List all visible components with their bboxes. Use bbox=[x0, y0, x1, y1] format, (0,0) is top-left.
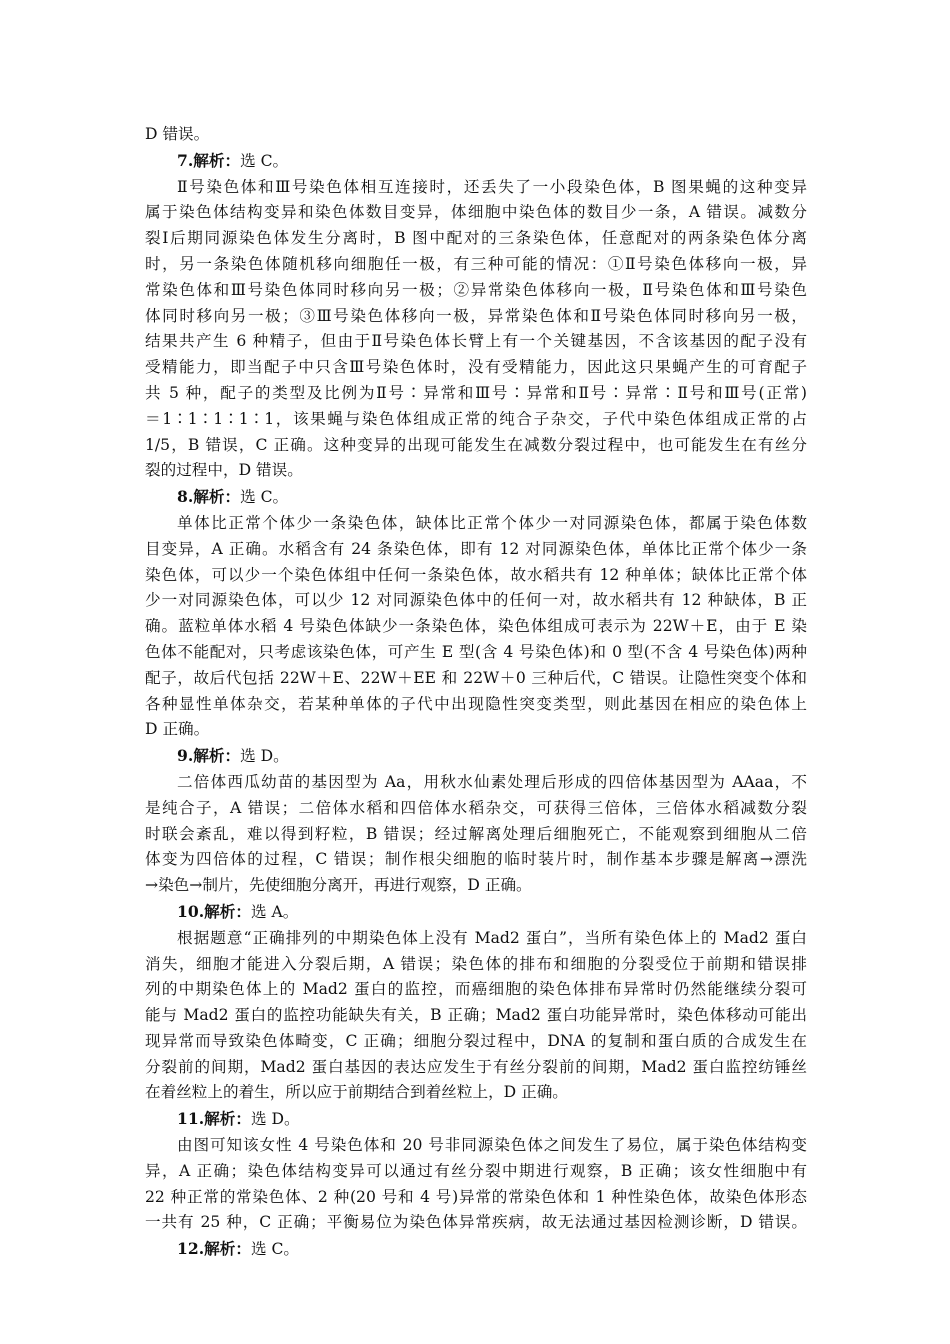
question-number: 8. bbox=[177, 487, 194, 507]
section-heading bbox=[145, 899, 807, 926]
paragraph-line: 结果共产生 6 种精子，但由于Ⅱ号染色体长臂上有一个关键基因，不含该基因的配子没有 bbox=[145, 332, 807, 351]
answer-choice: 选 D。 bbox=[250, 1110, 300, 1129]
paragraph-line: 少一对同源染色体，可以少 12 对同源染色体中的任何一对，故水稻共有 12 种缺体，B 正 bbox=[145, 591, 807, 610]
section-heading bbox=[145, 743, 807, 770]
paragraph-line: D 正确。 bbox=[145, 720, 210, 739]
paragraph-line: →染色→制片，先使细胞分离开，再进行观察，D 正确。 bbox=[145, 876, 532, 895]
paragraph-line: 属于染色体结构变异和染色体数目变异，体细胞中染色体的数目少一条，A 错误。减数分 bbox=[145, 203, 807, 222]
document-page bbox=[145, 122, 807, 1263]
answer-choice: 选 D。 bbox=[240, 747, 289, 766]
paragraph-line: Ⅱ号染色体和Ⅲ号染色体相互连接时，还丢失了一小段染色体，B 图果蝇的这种变异 bbox=[177, 177, 807, 196]
section-12 bbox=[145, 1236, 807, 1263]
paragraph-line: 在着丝粒上的着生，所以应于前期结合到着丝粒上，D 正确。 bbox=[145, 1083, 568, 1102]
paragraph-line: 二倍体西瓜幼苗的基因型为 Aa，用秋水仙素处理后形成的四倍体基因型为 AAaa，不 bbox=[177, 772, 807, 791]
analysis-tag: 解析： bbox=[193, 746, 241, 766]
section-7 bbox=[145, 148, 807, 484]
paragraph-line: 时联会紊乱，难以得到籽粒，B 错误；经过解离处理后细胞死亡，不能观察到细胞从二倍 bbox=[145, 824, 807, 843]
analysis-tag: 解析： bbox=[204, 1239, 251, 1259]
question-number: 9. bbox=[177, 746, 194, 766]
paragraph-line: 裂的过程中，D 错误。 bbox=[145, 461, 303, 480]
section-heading bbox=[145, 1236, 807, 1263]
paragraph-line: 现异常而导致染色体畸变，C 正确；细胞分裂过程中，DNA 的复制和蛋白质的合成发生在 bbox=[145, 1031, 807, 1050]
answer-choice: 选 C。 bbox=[240, 488, 289, 507]
question-number: 10. bbox=[177, 901, 205, 921]
paragraph-line: 染色体，可以少一个染色体组中任何一条染色体，故水稻共有 12 种单体；缺体比正常个体 bbox=[145, 565, 807, 584]
paragraph-line: 色体不能配对，只考虑该染色体，可产生 E 型(含 4 号染色体)和 0 型(不含 4 号染色体)两种 bbox=[145, 642, 807, 661]
section-8 bbox=[145, 484, 807, 743]
section-heading bbox=[145, 1106, 807, 1133]
paragraph-line: 1/5，B 错误，C 正确。这种变异的出现可能发生在减数分裂过程中，也可能发生在有丝分 bbox=[145, 435, 807, 454]
paragraph-line: 单体比正常个体少一条染色体，缺体比正常个体少一对同源染色体，都属于染色体数 bbox=[177, 513, 807, 532]
paragraph-line: 列的中期染色体上的 Mad2 蛋白的监控，而癌细胞的染色体排布异常时仍然能继续分裂可 bbox=[145, 980, 807, 999]
paragraph-line: 共 5 种，配子的类型及比例为Ⅱ号∶异常和Ⅲ号∶异常和Ⅱ号∶异常∶Ⅱ号和Ⅲ号(正常) bbox=[145, 383, 807, 402]
paragraph-line: 根据题意“正确排列的中期染色体上没有 Mad2 蛋白”，当所有染色体上的 Mad2 蛋白 bbox=[177, 928, 807, 947]
question-number: 11. bbox=[177, 1109, 205, 1129]
analysis-tag: 解析： bbox=[193, 150, 241, 170]
section-10 bbox=[145, 899, 807, 1106]
section-heading bbox=[145, 148, 807, 175]
paragraph-line: 是纯合子，A 错误；二倍体水稻和四倍体水稻杂交，可获得三倍体，三倍体水稻减数分裂 bbox=[145, 798, 807, 817]
paragraph-line: 常染色体和Ⅲ号染色体同时移向另一极；②异常染色体移向一极，Ⅱ号染色体和Ⅲ号染色 bbox=[145, 280, 807, 299]
answer-choice: 选 A。 bbox=[250, 902, 299, 921]
section-9 bbox=[145, 743, 807, 899]
lead-text: D 错误。 bbox=[145, 125, 210, 143]
paragraph-line: 裂Ⅰ后期同源染色体发生分离时，B 图中配对的三条染色体，任意配对的两条染色体分离 bbox=[145, 229, 807, 248]
analysis-tag: 解析： bbox=[204, 1109, 251, 1129]
paragraph-line: 体同时移向另一极；③Ⅲ号染色体移向一极，异常染色体和Ⅱ号染色体同时移向另一极， bbox=[145, 306, 807, 325]
paragraph-line: 目变异，A 正确。水稻含有 24 条染色体，即有 12 对同源染色体，单体比正常个体少一条 bbox=[145, 539, 807, 558]
paragraph-line: 分裂前的间期，Mad2 蛋白基因的表达应发生于有丝分裂前的间期，Mad2 蛋白监控纺锤丝 bbox=[145, 1057, 807, 1076]
paragraph-line: 确。蓝粒单体水稻 4 号染色体缺少一条染色体，染色体组成可表示为 22W＋E，由于 E 染 bbox=[145, 617, 807, 636]
question-number: 12. bbox=[177, 1239, 205, 1259]
paragraph-line: 配子，故后代包括 22W＋E、22W＋EE 和 22W＋0 三种后代，C 错误。让隐性突变个体和 bbox=[145, 668, 807, 687]
answer-choice: 选 C。 bbox=[240, 151, 289, 170]
section-heading bbox=[145, 484, 807, 511]
paragraph-line: 各种显性单体杂交，若某种单体的子代中出现隐性突变类型，则此基因在相应的染色体上 bbox=[145, 694, 807, 713]
paragraph-line: 体变为四倍体的过程，C 错误；制作根尖细胞的临时装片时，制作基本步骤是解离→漂洗 bbox=[145, 850, 807, 869]
paragraph-line: 22 种正常的常染色体、2 种(20 号和 4 号)异常的常染色体和 1 种性染色体，故染色体形态 bbox=[145, 1187, 807, 1206]
analysis-tag: 解析： bbox=[193, 487, 241, 507]
paragraph-line: ＝1∶1∶1∶1∶1，该果蝇与染色体组成正常的纯合子杂交，子代中染色体组成正常的占 bbox=[145, 409, 807, 428]
paragraph-line: 消失，细胞才能进入分裂后期，A 错误；染色体的排布和细胞的分裂受位于前期和错误排 bbox=[145, 954, 807, 973]
paragraph-line: 受精能力，即当配子中只含Ⅲ号染色体时，没有受精能力，因此这只果蝇产生的可育配子 bbox=[145, 358, 807, 377]
paragraph-line: 时，另一条染色体随机移向细胞任一极，有三种可能的情况：①Ⅱ号染色体移向一极，异 bbox=[145, 254, 807, 273]
paragraph-line: 由图可知该女性 4 号染色体和 20 号非同源染色体之间发生了易位，属于染色体结构变 bbox=[177, 1136, 807, 1155]
paragraph-line: 异，A 正确；染色体结构变异可以通过有丝分裂中期进行观察，B 正确；该女性细胞中有 bbox=[145, 1161, 807, 1180]
section-11 bbox=[145, 1106, 807, 1236]
question-number: 7. bbox=[177, 150, 194, 170]
paragraph-line: 能与 Mad2 蛋白的监控功能缺失有关，B 正确；Mad2 蛋白功能异常时，染色体移动可能出 bbox=[145, 1006, 807, 1025]
analysis-tag: 解析： bbox=[204, 901, 251, 921]
paragraph-line: 一共有 25 种，C 正确；平衡易位为染色体异常疾病，故无法通过基因检测诊断，D 错误。 bbox=[145, 1213, 807, 1232]
answer-choice: 选 C。 bbox=[250, 1240, 300, 1259]
